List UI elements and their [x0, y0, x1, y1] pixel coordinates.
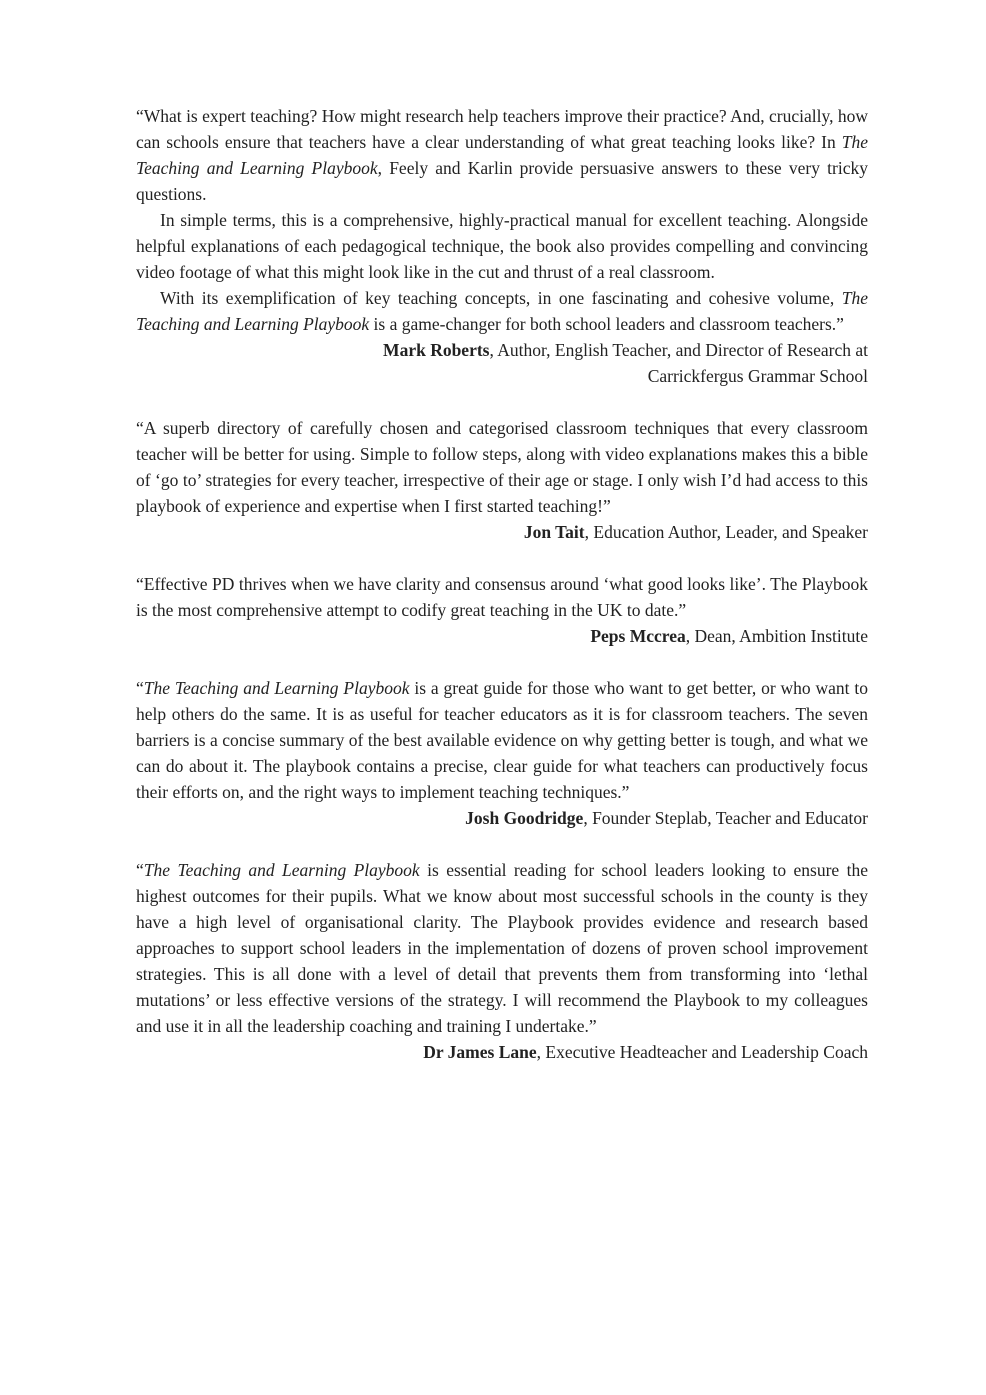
author-role: , Education Author, Leader, and Speaker: [584, 522, 868, 542]
endorsement-paragraph: [136, 857, 868, 1039]
endorsement-paragraph: [136, 103, 868, 207]
attribution: [136, 805, 868, 831]
attribution-line: [136, 623, 868, 649]
attribution-line: [136, 805, 868, 831]
paragraph-text: , Feely and Karlin provide persuasive answers to these very tricky questions.: [136, 158, 868, 204]
attribution-line: [136, 519, 868, 545]
paragraph-text: is essential reading for school leaders looking to ensure the highest outcomes for their pupils. What we know about most successful schools in the county is they have a high level of organisational clarity. The Playbook provides evidence and research based approaches to support school leaders in the implementation of dozens of proven school improvement strategies. This is all done with a level of detail that prevents them from transforming into ‘lethal mutations’ or less effective versions of the strategy. I will recommend the Playbook to my colleagues and use it in all the leadership coaching and training I undertake.”: [136, 860, 868, 1036]
paragraph-text: “: [136, 860, 144, 880]
paragraph-text: “What is expert teaching? How might research help teachers improve their practice? And, crucially, how can schools ensure that teachers have a clear understanding of what great teaching looks like? In: [136, 106, 868, 152]
paragraph-text: In simple terms, this is a comprehensive, highly-practical manual for excellent teaching. Alongside helpful explanations of each pedagogical technique, the book also provides compelling and convincing video footage of what this might look like in the cut and thrust of a real classroom.: [136, 210, 868, 282]
attribution-line: [136, 337, 868, 363]
book-title: The Teaching and Learning Playbook: [136, 132, 868, 178]
endorsement-paragraph: [136, 285, 868, 337]
book-title: The Teaching and Learning Playbook: [143, 678, 410, 698]
attribution: [136, 623, 868, 649]
paragraph-text: is a game-changer for both school leaders and classroom teachers.”: [369, 314, 844, 334]
author-role: , Executive Headteacher and Leadership Coach: [536, 1042, 868, 1062]
author-name: Jon Tait: [523, 522, 585, 542]
book-title: The Teaching and Learning Playbook: [136, 288, 868, 334]
attribution: [136, 519, 868, 545]
paragraph-text: “A superb directory of carefully chosen and categorised classroom techniques that every classroom teacher will be better for using. Simple to follow steps, along with video explanations makes this a bible of ‘go to’ strategies for every teacher, irrespective of their age or stage. I only wish I’d had access to this playbook of experience and expertise when I first started teaching!”: [136, 418, 868, 516]
author-name: Mark Roberts: [383, 340, 490, 360]
attribution: [136, 337, 868, 389]
endorsement-paragraph: [136, 207, 868, 285]
endorsement-block: [136, 103, 868, 389]
attribution: [136, 1039, 868, 1065]
endorsement-block: [136, 571, 868, 649]
endorsement-paragraph: [136, 571, 868, 623]
endorsement-paragraph: [136, 415, 868, 519]
paragraph-text: With its exemplification of key teaching concepts, in one fascinating and cohesive volume,: [160, 288, 842, 308]
endorsements-column: [136, 103, 868, 1065]
paragraph-text: “Effective PD thrives when we have clarity and consensus around ‘what good looks like’. The Playbook is the most comprehensive attempt to codify great teaching in the UK to date.”: [136, 574, 868, 620]
endorsement-block: [136, 857, 868, 1065]
attribution-line: [136, 363, 868, 389]
endorsement-block: [136, 675, 868, 831]
paragraph-text: “: [136, 678, 144, 698]
author-role: , Founder Steplab, Teacher and Educator: [583, 808, 868, 828]
author-name: Josh Goodridge: [465, 808, 584, 828]
attribution-line: [136, 1039, 868, 1065]
book-title: The Teaching and Learning Playbook: [143, 860, 420, 880]
author-name: Dr James Lane: [423, 1042, 537, 1062]
endorsement-block: [136, 415, 868, 545]
author-role: , Dean, Ambition Institute: [685, 626, 868, 646]
endorsement-paragraph: [136, 675, 868, 805]
author-role: Carrickfergus Grammar School: [647, 366, 868, 386]
paragraph-text: is a great guide for those who want to get better, or who want to help others do the same. It is as useful for teacher educators as it is for classroom teachers. The seven barriers is a concise summary of the best available evidence on why getting better is tough, and what we can do about it. The playbook contains a precise, clear guide for what teachers can productively focus their efforts on, and the right ways to implement teaching techniques.”: [136, 678, 868, 802]
author-name: Peps Mccrea: [590, 626, 686, 646]
author-role: , Author, English Teacher, and Director of Research at: [489, 340, 868, 360]
